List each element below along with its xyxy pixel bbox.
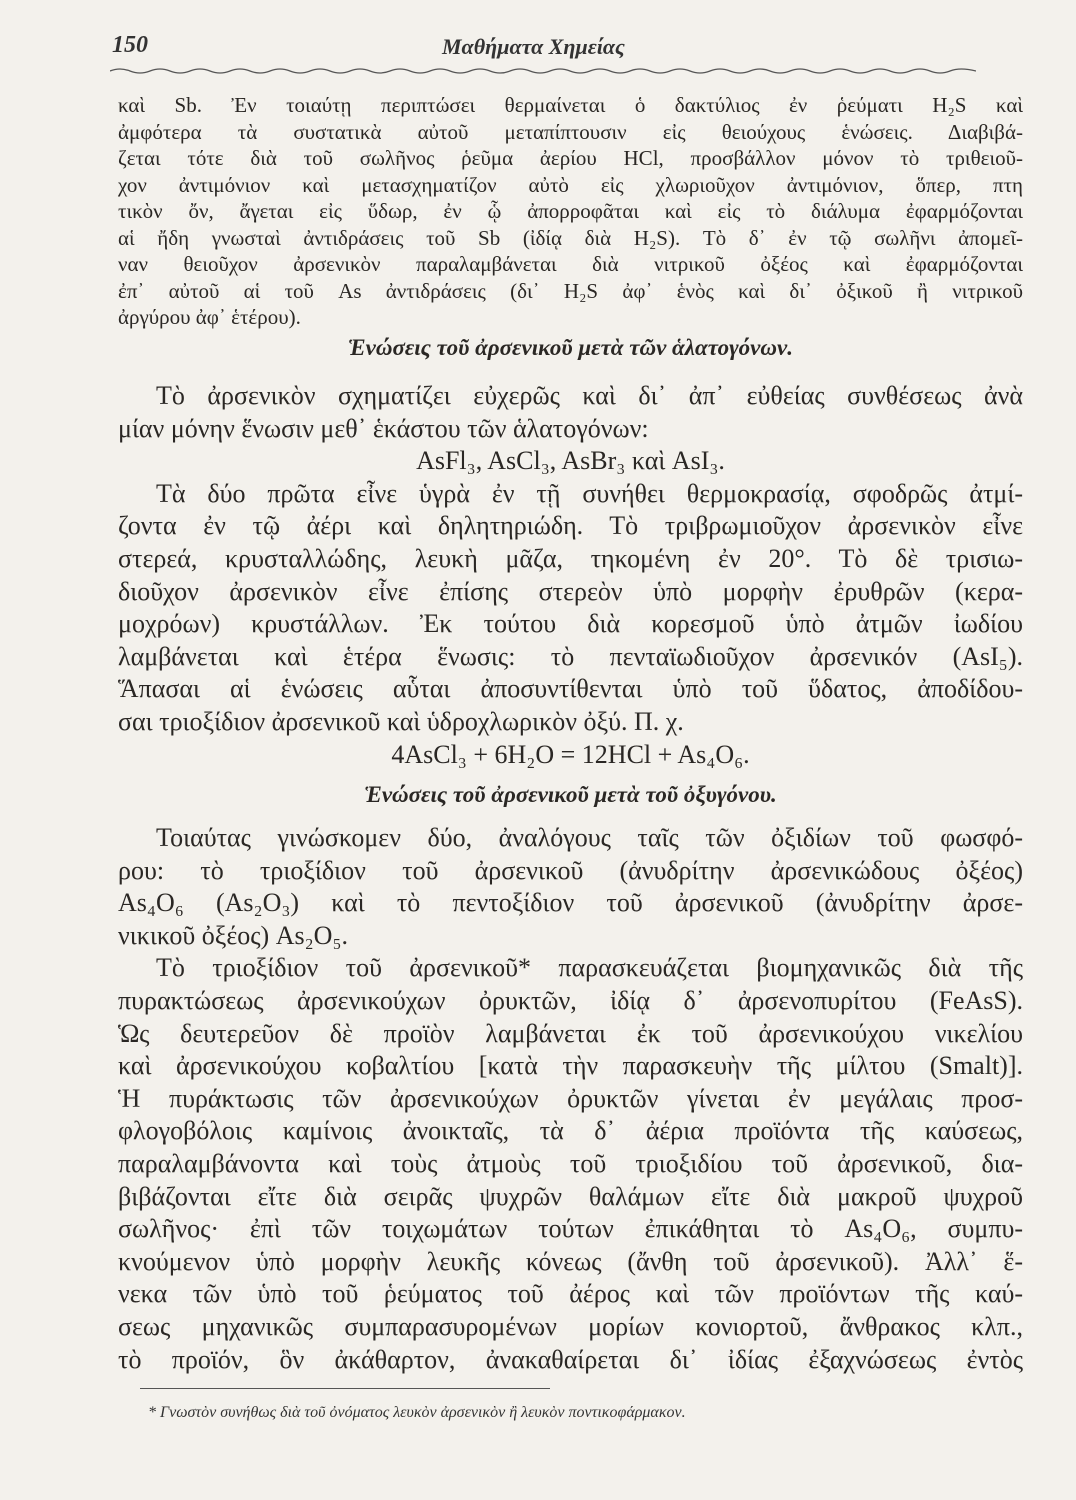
text-line: βιβάζονται εἴτε διὰ σειρᾶς ψυχρῶν θαλάμων εἴτε διὰ μακροῦ ψυχροῦ (118, 1181, 1023, 1211)
text-line: νικικοῦ ὀξέος) As₂O₅. (118, 920, 349, 950)
text-line: σωλῆνος· ἐπὶ τῶν τοιχωμάτων τούτων ἐπικάθηται τὸ As₄O₆, συμπυ- (118, 1214, 1023, 1244)
text-line: Ἅπασαι αἱ ἑνώσεις αὗται ἀποσυντίθενται ὑπὸ τοῦ ὕδατος, ἀποδίδου- (118, 674, 1023, 704)
text-line: παραλαμβάνοντα καὶ τοὺς ἀτμοὺς τοῦ τριοξιδίου τοῦ ἀρσενικοῦ, δια- (118, 1148, 1023, 1178)
text-line: ζεται τότε διὰ τοῦ σωλῆνος ῥεῦμα ἀερίου HCl, προσβάλλον μόνον τὸ τριθειοῦ- (118, 146, 1023, 170)
text-line: καὶ Sb. Ἐν τοιαύτῃ περιπτώσει θερμαίνεται ὁ δακτύλιος ἐν ῥεύματι H₂S καὶ (118, 93, 1023, 117)
text-line: ζοντα ἐν τῷ ἀέρι καὶ δηλητηριώδη. Τὸ τριβρωμιοῦχον ἀρσενικὸν εἶνε (118, 511, 1023, 541)
text-line: Τὸ τριοξίδιον τοῦ ἀρσενικοῦ* παρασκευάζεται βιομηχανικῶς διὰ τῆς (156, 953, 1023, 983)
halide-formulas: AsFl₃, AsCl₃, AsBr₃ καὶ AsI₃. (416, 446, 725, 476)
page-number: 150 (112, 32, 148, 58)
text-line: στερεά, κρυσταλλώδης, λευκὴ μᾶζα, τηκομένη ἐν 20°. Τὸ δὲ τρισιω- (118, 543, 1023, 573)
text-line: ναν θειοῦχον ἀρσενικὸν παραλαμβάνεται διὰ νιτρικοῦ ὀξέος καὶ ἐφαρμόζονται (118, 252, 1023, 276)
text-line: Ὡς δευτερεῦον δὲ προϊὸν λαμβάνεται ἐκ τοῦ ἀρσενικούχου νικελίου (118, 1018, 1023, 1048)
text-line: μοχρόων) κρυστάλλων. Ἐκ τούτου διὰ κορεσμοῦ ὑπὸ ἀτμῶν ἰωδίου (118, 609, 1023, 639)
text-line: Τὸ ἀρσενικὸν σχηματίζει εὐχερῶς καὶ δι᾽ ἀπ᾽ εὐθείας συνθέσεως ἀνὰ (156, 381, 1023, 410)
header-rule (110, 64, 976, 78)
text-line: ἐπ᾽ αὐτοῦ αἱ τοῦ As ἀντιδράσεις (δι᾽ H₂S ἀφ᾽ ἑνὸς καὶ δι᾽ ὀξικοῦ ἢ νιτρικοῦ (118, 278, 1023, 303)
text-line: ἀμφότερα τὰ συστατικὰ αὐτοῦ μεταπίπτουσιν εἰς θειούχους ἑνώσεις. Διαβιβά- (118, 119, 1023, 144)
section-heading-oxygen: Ἑνώσεις τοῦ ἀρσενικοῦ μετὰ τοῦ ὀξυγόνου. (364, 782, 777, 807)
text-line: As₄O₆ (As₂O₃) καὶ τὸ πεντοξίδιον τοῦ ἀρσενικοῦ (ἀνυδρίτην ἀρσε- (118, 888, 1023, 918)
text-line: λαμβάνεται καὶ ἑτέρα ἕνωσις: τὸ πενταϊωδιοῦχον ἀρσενικόν (AsI₅). (118, 641, 1023, 671)
text-line: Τοιαύτας γινώσκομεν δύο, ἀναλόγους ταῖς τῶν ὀξιδίων τοῦ φωσφό- (156, 823, 1023, 852)
text-line: χον ἀντιμόνιον καὶ μετασχηματίζον αὐτὸ εἰς χλωριοῦχον ἀντιμόνιον, ὅπερ, πτη (118, 172, 1023, 197)
text-line: ἀργύρου ἀφ᾽ ἑτέρου). (118, 305, 301, 329)
oxygen-section (118, 822, 1023, 1376)
text-line: τικὸν ὄν, ἄγεται εἰς ὕδωρ, ἐν ᾧ ἀπορροφᾶται καὶ εἰς τὸ διάλυμα ἐφαρμόζονται (118, 199, 1023, 223)
intro-paragraph (118, 92, 1023, 331)
hydrolysis-equation: 4AsCl₃ + 6H₂O = 12HCl + As₄O₆. (391, 739, 750, 769)
text-line: αἱ ἤδη γνωσταὶ ἀντιδράσεις τοῦ Sb (ἰδίᾳ διὰ H₂S). Τὸ δ᾽ ἐν τῷ σωλῆνι ἀπομεῖ- (118, 225, 1023, 250)
text-line: διοῦχον ἀρσενικὸν εἶνε ἐπίσης στερεὸν ὑπὸ μορφὴν ἐρυθρῶν (κερα- (118, 576, 1023, 606)
text-line: πυρακτώσεως ἀρσενικούχων ὀρυκτῶν, ἰδίᾳ δ᾽ ἀρσενοπυρίτου (FeAsS). (118, 985, 1023, 1015)
section-heading-halogens: Ἑνώσεις τοῦ ἀρσενικοῦ μετὰ τῶν ἁλατογόνων. (348, 335, 793, 360)
text-line: τὸ προϊόν, ὃν ἀκάθαρτον, ἀνακαθαίρεται δι᾽ ἰδίας ἐξαχνώσεως ἐντὸς (118, 1344, 1023, 1374)
text-line: φλογοβόλοις καμίνοις ἀνοικταῖς, τὰ δ᾽ ἀέρια προϊόντα τῆς καύσεως, (118, 1116, 1023, 1146)
text-line: κνούμενον ὑπὸ μορφὴν λευκῆς κόνεως (ἄνθη τοῦ ἀρσενικοῦ). Ἀλλ᾽ ἕ- (118, 1246, 1023, 1276)
text-line: σεως μηχανικῶς συμπαρασυρομένων μορίων κονιορτοῦ, ἄνθρακος κλπ., (118, 1311, 1023, 1341)
text-line: ρου: τὸ τριοξίδιον τοῦ ἀρσενικοῦ (ἀνυδρίτην ἀρσενικώδους ὀξέος) (118, 855, 1023, 885)
halogens-section (118, 380, 1023, 771)
text-line: καὶ ἀρσενικούχου κοβαλτίου [κατὰ τὴν παρασκευὴν τῆς μίλτου (Smalt)]. (118, 1051, 1023, 1081)
page-header (112, 28, 972, 68)
running-title: Μαθήματα Χημείας (442, 34, 625, 59)
text-line: μίαν μόνην ἕνωσιν μεθ᾽ ἑκάστου τῶν ἁλατογόνων: (118, 413, 649, 443)
text-line: σαι τριοξίδιον ἀρσενικοῦ καὶ ὑδροχλωρικὸν ὀξύ. Π. χ. (118, 706, 684, 736)
footnote-rule (140, 1388, 550, 1389)
text-line: Τὰ δύο πρῶτα εἶνε ὑγρὰ ἐν τῇ συνήθει θερμοκρασίᾳ, σφοδρῶς ἀτμί- (156, 478, 1023, 508)
text-line: νεκα τῶν ὑπὸ τοῦ ῥεύματος τοῦ ἀέρος καὶ τῶν προϊόντων τῆς καύ- (118, 1279, 1023, 1309)
footnote: * Γνωστὸν συνήθως διὰ τοῦ ὀνόματος λευκὸν ἀρσενικὸν ἢ λευκὸν ποντικοφάρμακον. (148, 1404, 686, 1421)
text-line: Ἡ πυράκτωσις τῶν ἀρσενικούχων ὀρυκτῶν γίνεται ἐν μεγάλαις προσ- (118, 1083, 1023, 1113)
